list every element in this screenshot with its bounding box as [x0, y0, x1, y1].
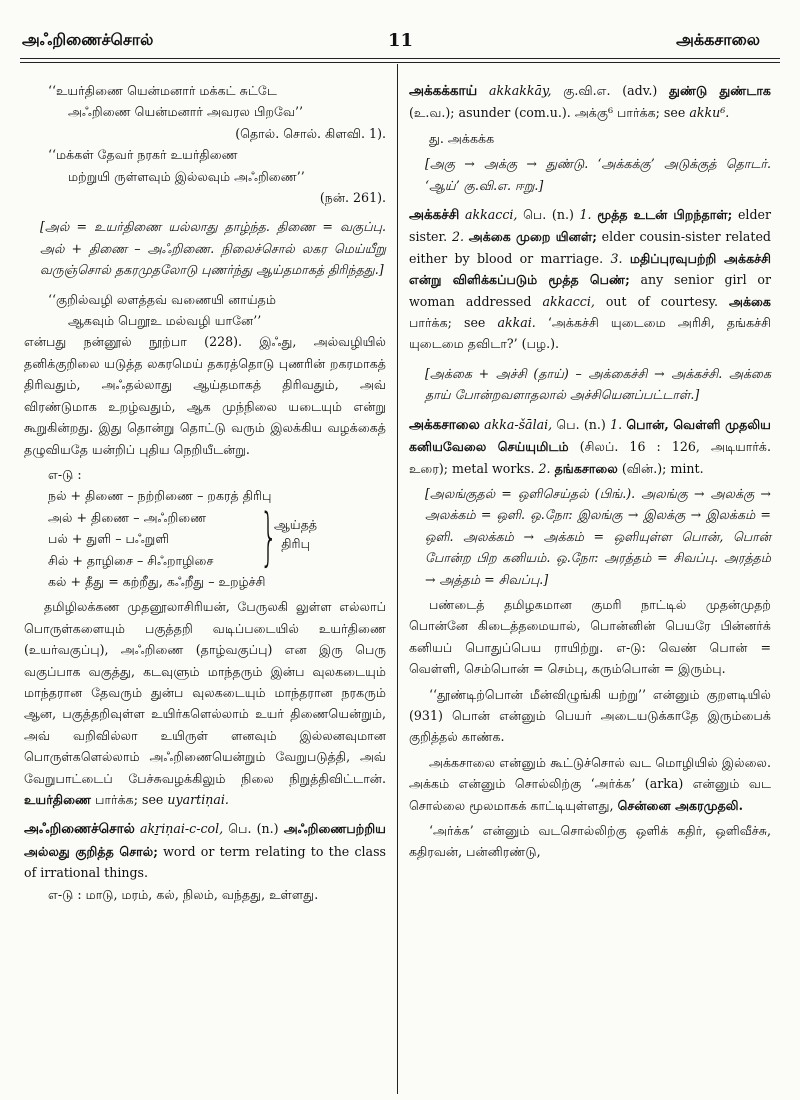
entry-definition-en: word or term relating to the class of irrational things.: [24, 843, 386, 881]
sense-number: 3.: [610, 250, 623, 266]
example-line: பல் + துளி – பஃறுளி: [48, 531, 170, 547]
cross-ref-bold: அக்கை: [728, 293, 771, 309]
etymology-block: [அல் = உயர்திணை யல்லாது தாழ்ந்த. திணை = வகுப்பு. அல் + திணை – அஃறிணை. நிலைச்சொல் லகர மெய்யீறு வருஞ்சொல் தகரமுதலோடு புணர்ந்து ஆய்தமாகத் திரிந்தது.]: [40, 219, 386, 278]
cross-ref-link[interactable]: uyartiṇai.: [167, 792, 229, 807]
quote-line: ‘‘உயர்திணை யென்மனார் மக்கட் சுட்டே: [48, 83, 277, 98]
example-line: நல் + திணை – நற்றிணை – றகரத் திரிபு: [48, 488, 272, 504]
entry-headword: அக்கசாலை: [409, 416, 480, 433]
source-citation: (வின்.);: [621, 460, 667, 476]
quote-line: ‘‘குறில்வழி லளத்தவ் வணையி னாய்தம்: [48, 291, 276, 307]
quote-source: (தொல். சொல். கிளவி. 1).: [235, 125, 386, 141]
paragraph-text: பார்க்க; see: [95, 792, 164, 807]
etymology-block: [அக்கை + அச்சி (தாய்) – அக்கைச்சி → அக்கச்சி. அக்கை தாய் போன்றவளாதலால் அச்சியெனப்பட்டாள்.]: [425, 365, 771, 403]
paragraph: [409, 752, 771, 816]
entry-transliteration: akṟiṇai-c-col,: [140, 821, 224, 837]
quote-source: (நன். 261).: [319, 190, 386, 206]
entry-definition-ta: மூத்த உடன் பிறந்தாள்;: [597, 207, 733, 223]
example-group: [24, 499, 386, 573]
sense-number: 2.: [538, 460, 551, 476]
entry-pos: கு.வி.எ. (adv.): [563, 83, 658, 98]
dictionary-entry: [409, 204, 771, 355]
right-column: [409, 80, 771, 863]
paragraph: [24, 596, 386, 810]
entry-headword: அக்கச்சி: [409, 207, 460, 224]
entry-definition-en: metal works.: [452, 460, 535, 476]
example-line: எ-டு : மாடு, மரம், கல், நிலம், வந்தது, உள்ளது.: [48, 886, 319, 902]
running-head-right: அக்கசாலை: [676, 30, 760, 49]
entry-pos: பெ. (n.): [556, 416, 606, 432]
example-line: சில் + தாழிசை – சிஃறாழிசை: [48, 552, 214, 568]
etymology-block: [அகு → அக்கு → துண்டு. ‘அக்கக்கு’ அடுக்குத் தொடர். ‘ஆய்’ கு.வி.எ. ஈறு.]: [425, 156, 771, 193]
brace-label-line: ஆய்தத்: [274, 516, 318, 532]
cross-ref-bold: சென்னை அகரமுதலி.: [617, 797, 744, 813]
sense-number: 1.: [610, 416, 623, 432]
entry-definition-en: mint.: [670, 460, 704, 476]
entry-definition-ta: மதிப்புரவுபற்றி அக்கச்சி என்று விளிக்கப்படும் மூத்த பெண்;: [409, 250, 771, 288]
paragraph: ‘‘தூண்டிற்பொன் மீன்விழுங்கி யற்று’’ என்னும் குறளடியில் (931) பொன் என்னும் பெயர் அடையடுக்காதே இரும்பைக் குறித்தல் காண்க.: [409, 686, 771, 745]
entry-transliteration: akkakkāy,: [488, 83, 552, 98]
entry-definition-en: elder sister.: [409, 207, 771, 245]
entry-definition-en: out of courtesy.: [605, 293, 718, 309]
entry-definition-ta: அஃறிணைபற்றிய அல்லது குறித்த சொல்;: [24, 821, 386, 859]
page-number: 11: [388, 30, 414, 51]
brace-glyph: }: [259, 499, 278, 573]
sense-number: 2.: [451, 229, 464, 245]
dictionary-entry: [409, 80, 771, 124]
entry-definition-en: (உ.வ.); asunder (com.u.). அக்கு⁶ பார்க்க; see: [409, 105, 686, 121]
example-line: அல் + திணை – அஃறிணை: [48, 509, 207, 525]
paragraph-text: தமிழிலக்கண முதனூலாசிரியன், பேருலகி லுள்ள எல்லாப் பொருள்களையும் பகுத்தறி வடிப்படையில் உயர்திணை (உயர்வகுப்பு), அஃறிணை (தாழ்வகுப்பு) என இரு பெரு வகுப்பாக வகுத்து, கடவுளும் மாந்தரும் இன்ப வுலகடையும் மாந்தரான தேவரும் துன்ப வுலகடையும் மாந்தரான நரகரும் ஆன, பகுத்தறிவுள்ள உயிர்களெல்லாம் உயர் திணையென்றும், அவ் வறிவில்லா உயிருள் ளனவும் இல்லனவுமான பொருள்களெல்லாம் அஃறிணையென்றும் வேறுபடுத்தி, அவ் வேறுபாட்டைப் பேச்சுவழக்கிலும் நிலை நிறுத்திவிட்டான்.: [24, 599, 386, 786]
entry-pos: பெ. (n.): [228, 821, 279, 837]
entry-definition-en: any senior girl or woman addressed: [409, 272, 771, 309]
dictionary-entry: [24, 818, 386, 883]
entry-pos: பெ. (n.): [523, 207, 574, 223]
entry-headword: அஃறிணைச்சொல்: [24, 821, 135, 838]
quote-line: மற்றுயி ருள்ளவும் இல்லவும் அஃறிணை’’: [68, 168, 305, 184]
header-rule: [20, 58, 780, 59]
left-column: [24, 80, 386, 905]
paragraph: ‘அர்க்க’ என்னும் வடசொல்லிற்கு ஒளிக் கதிர், ஒளிவீச்சு, கதிரவன், பன்னிரண்டு,: [409, 823, 771, 860]
sense-number: 1.: [579, 207, 592, 223]
paragraph-text: அக்கசாலை என்னும் கூட்டுச்சொல் வட மொழியில் இல்லை. அக்கம் என்னும் சொல்லிற்கு ‘அர்க்க’ (arka) என்னும் வட சொல்லை மூலமாகக் காட்டியுள்ளது,: [409, 754, 771, 813]
column-divider: [397, 64, 398, 1094]
example-label: எ-டு :: [48, 466, 82, 482]
etymology-block: [அலங்குதல் = ஒளிசெய்தல் (பிங்.). அலங்கு → அலக்கு → அலக்கம் = ஒளி. ஒ.நோ: இலங்கு → இலக்கு → இலக்கம் = ஒளி. அலக்கம் → அக்கம் = ஒளியுள்ள பொன், பொன் போன்ற பிற கனியம். ஒ.நோ: அரத்தம் = சிவப்பு. அரத்தம் → அத்தம் = சிவப்பு.]: [425, 485, 771, 587]
cross-ref-bold: உயர்திணை: [24, 792, 92, 807]
entry-definition-ta: அக்கை முறை யினள்;: [468, 229, 597, 245]
quote-line: ‘‘மக்கள் தேவர் நரகர் உயர்திணை: [48, 147, 238, 163]
brace-label: [274, 515, 317, 553]
entry-definition-ta: துண்டு துண்டாக: [669, 83, 771, 98]
header-rule-lower: [20, 62, 780, 63]
brace-label-line: திரிபு: [281, 535, 310, 551]
paragraph-text: பார்க்க; see: [409, 315, 486, 331]
paragraph: என்பது நன்னூல் நூற்பா (228). இஃது, அல்வழியில் தனிக்குறிலை யடுத்த லகரமெய் தகரத்தொடு புணரின் றகரமாகத் திரிவதும், அஃதல்லாது ஆய்தமாகத் திரிவதும், அவ் விரண்டுமாக உறழ்வதும், ஆக முந்நிலை யடையும் என்று கூறுகின்றது. இது தொன்று தொட்டு வரும் இலக்கிய வழக்கைத் தழுவியதே யன்றிப் புதிய நெறியீடன்று.: [24, 334, 386, 457]
quote-line: ஆகவும் பெறூஉ மல்வழி யானே’’: [68, 313, 262, 329]
cross-ref-link[interactable]: akku⁶.: [689, 105, 730, 121]
quote-line: அஃறிணை யென்மனார் அவரல பிறவே’’: [68, 104, 304, 120]
proverb: ‘அக்கச்சி யுடைமை அரிசி, தங்கச்சி யுடைமை தவிடா?’ (பழ.).: [409, 315, 771, 352]
paragraph: பண்டைத் தமிழகமான குமரி நாட்டில் முதன்முதற் பொன்னே கிடைத்தமையால், பொன்னின் பெயரே பின்னர்க் கனியப் பொதுப்பெய ராயிற்று. எ-டு: வெண் பொன் = வெள்ளி, செம்பொன் = செம்பு, கரும்பொன் = இரும்பு.: [409, 596, 771, 677]
cognate-line: து. அக்கக்க: [429, 130, 495, 146]
entry-transliteration: akkacci,: [465, 207, 518, 223]
example-line: கல் + தீது = கற்றீது, கஃறீது – உறழ்ச்சி: [48, 573, 266, 589]
entry-transliteration: akkacci,: [542, 293, 595, 309]
cross-ref-link[interactable]: akkai.: [497, 315, 536, 331]
entry-definition-ta: தங்கசாலை: [554, 460, 618, 476]
source-citation: (சிலப். 16 : 126, அடியார்க். உரை);: [409, 439, 771, 476]
entry-transliteration: akka-šālai,: [484, 416, 553, 432]
dictionary-entry: [409, 414, 771, 479]
entry-headword: அக்கக்காய்: [409, 83, 478, 99]
running-head-left: அஃறிணைச்சொல்: [22, 30, 154, 49]
entry-definition-en: elder cousin-sister related either by blood or marriage.: [409, 229, 771, 266]
entry-definition-ta: பொன், வெள்ளி முதலிய கனியவேலை செய்யுமிடம்: [409, 416, 771, 455]
